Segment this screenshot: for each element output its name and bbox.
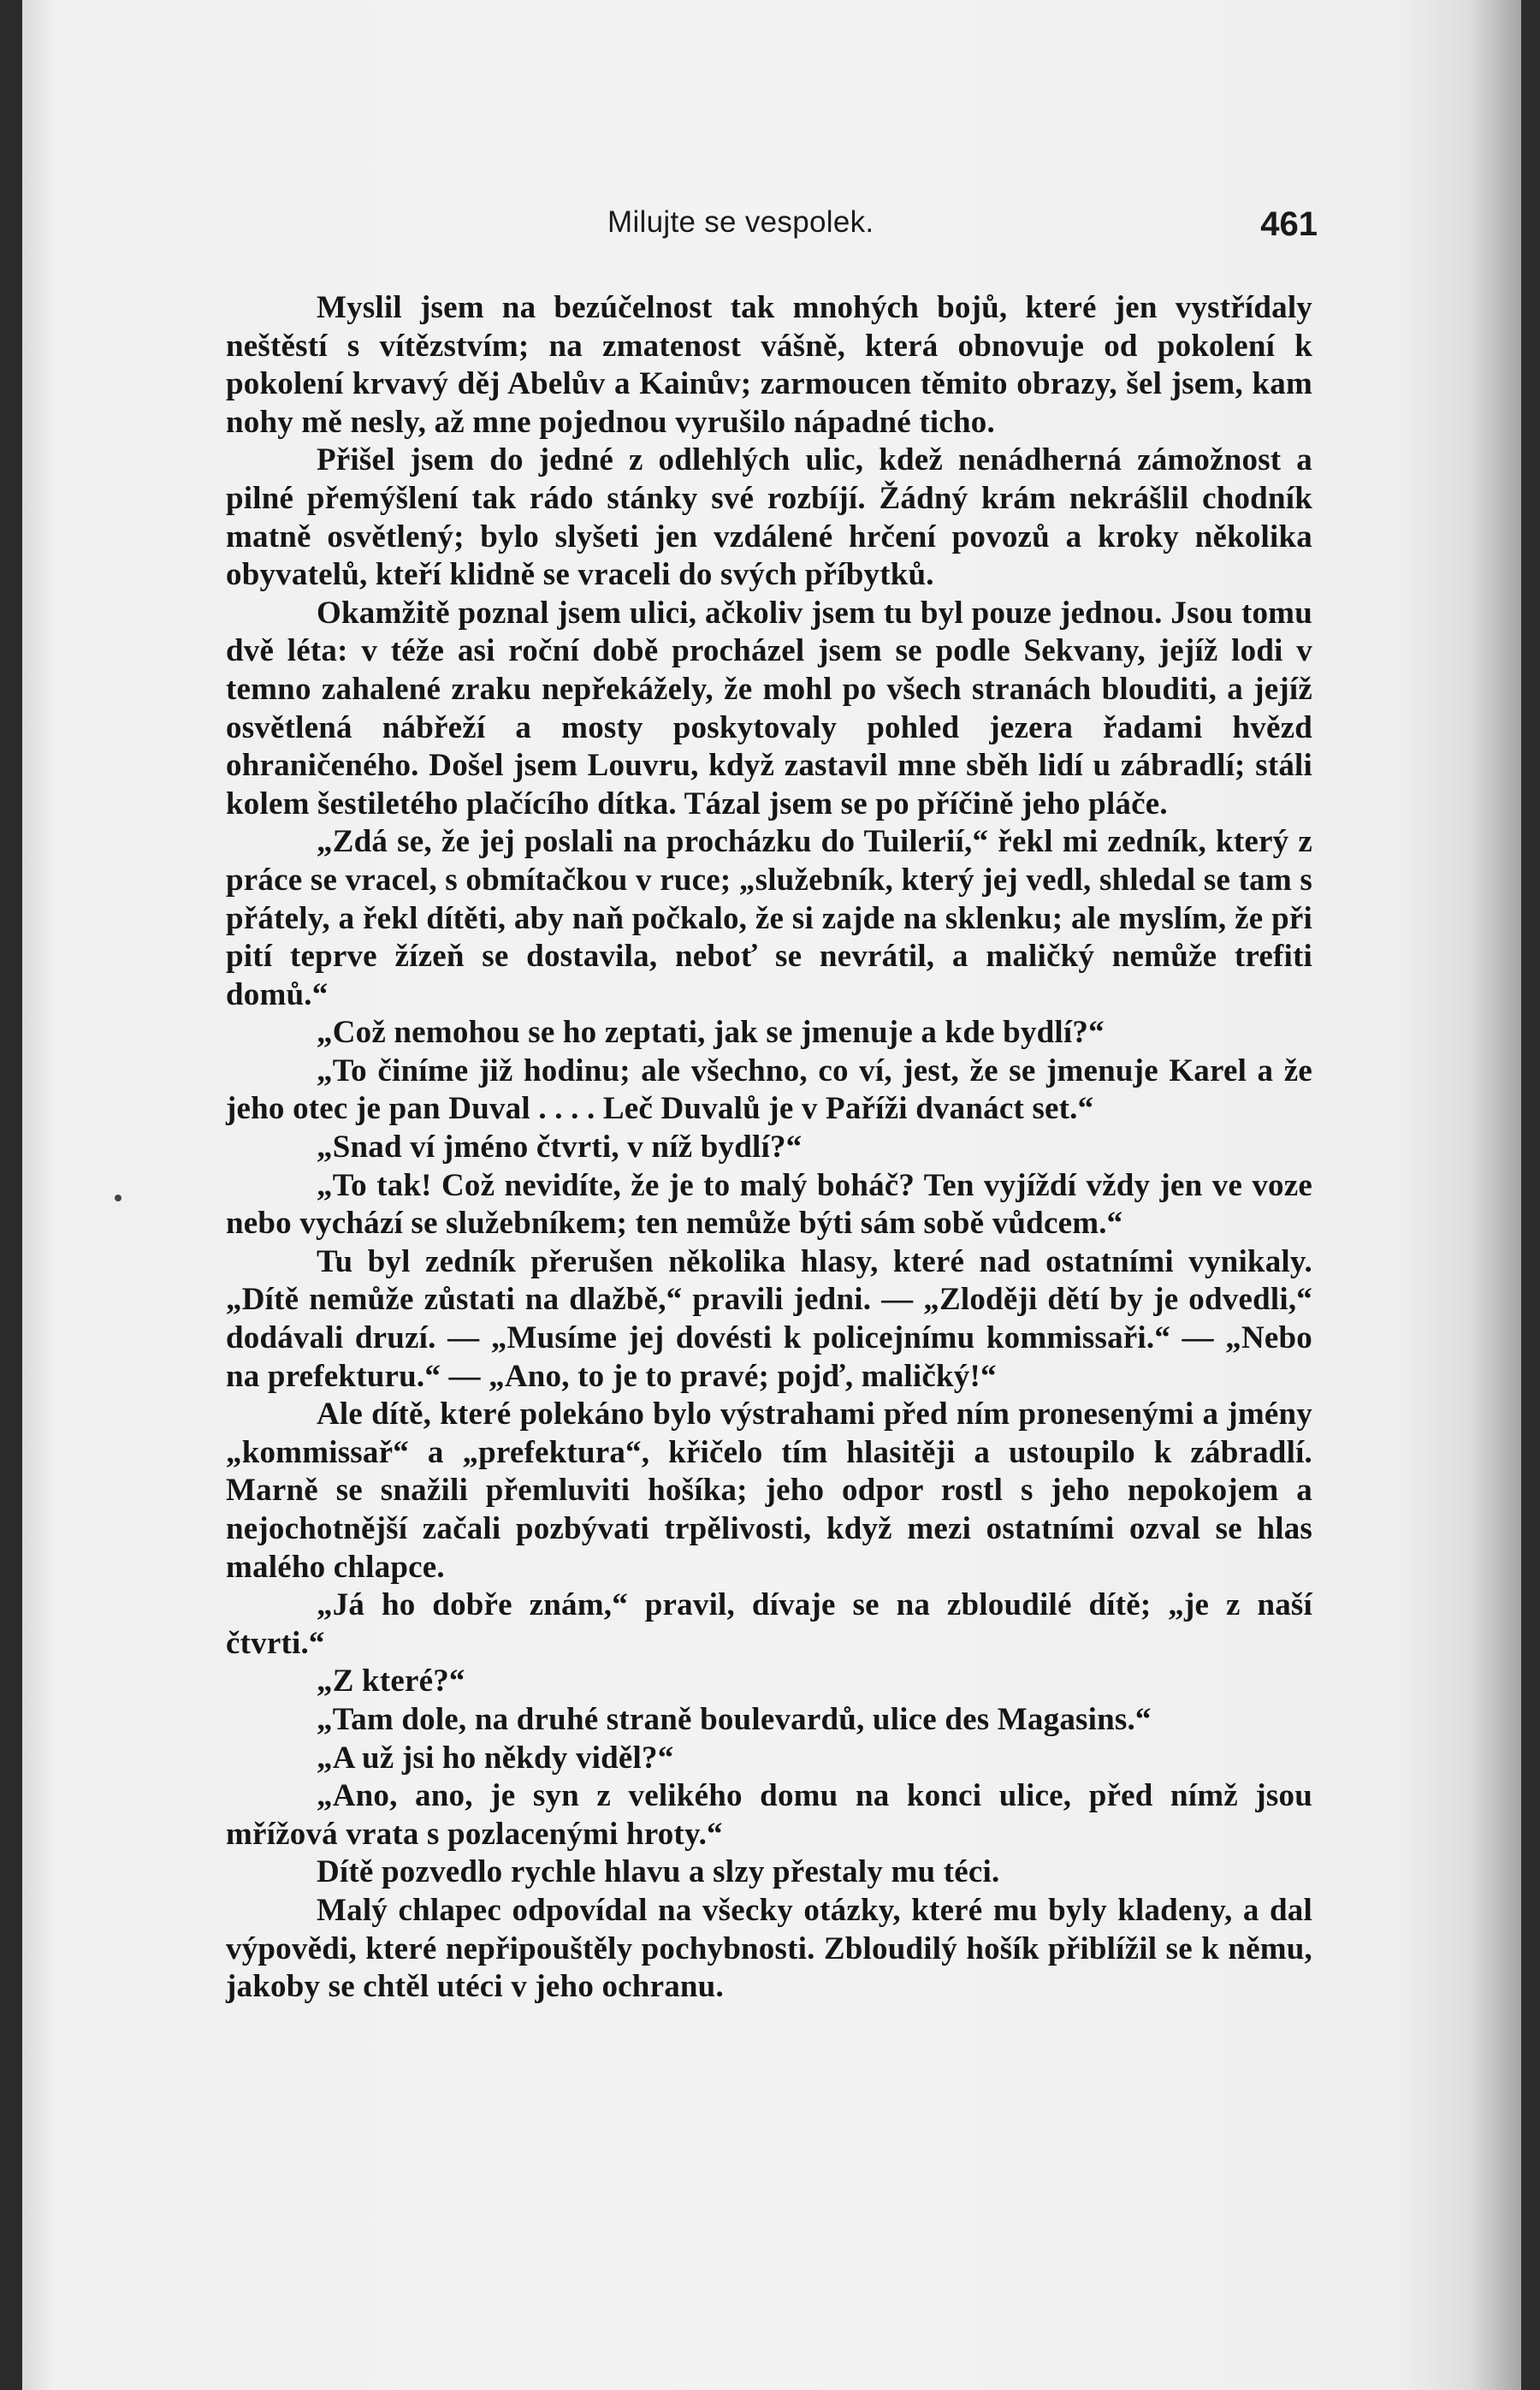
paragraph: Tu byl zedník přerušen několika hlasy, které nad ostatními vynikaly. „Dítě nemůže zůstati na dlažbě,“ pravili jedni. — „Zloději dětí by je odvedli,“ dodávali druzí. — „Musíme jej dovésti k policejnímu kommissaři.“ — „Nebo na prefekturu.“ — „Ano, to je to pravé; pojď, maličký!“ [226, 1243, 1312, 1394]
paragraph: „Z které?“ [317, 1664, 465, 1699]
paragraph: Dítě pozvedlo rychle hlavu a slzy přestaly mu téci. [317, 1854, 1000, 1890]
page-header [607, 205, 1318, 248]
paragraph: „Zdá se, že jej poslali na procházku do Tuilerií,“ řekl mi zedník, který z práce se vracel, s obmítačkou v ruce; „služebník, který jej vedl, shledal se tam s přátely, a řekl dítěti, aby naň počkalo, že si zajde na sklenku; ale myslím, že při pití teprve žízeň se dostavila, neboť se nevrátil, a maličký nemůže trefiti domů.“ [226, 824, 1312, 1012]
paragraph: „To činíme již hodinu; ale všechno, co ví, jest, že se jmenuje Karel a že jeho otec je pan Duval . . . . Leč Duvalů je v Paříži dvanáct set.“ [226, 1053, 1312, 1127]
running-title: Milujte se vespolek. [607, 205, 874, 239]
paragraph: „A už jsi ho někdy viděl?“ [317, 1740, 674, 1776]
paragraph: Malý chlapec odpovídal na všecky otázky, které mu byly kladeny, a dal výpovědi, které nepřipouštěly pochybnosti. Zbloudilý hošík přiblížil se k němu, jakoby se chtěl utéci v jeho ochranu. [226, 1892, 1312, 2005]
book-page [22, 0, 1521, 2390]
paragraph: Myslil jsem na bezúčelnost tak mnohých bojů, které jen vystřídaly neštěstí s vítězstvím; na zmatenost vášně, která obnovuje od pokolení k pokolení krvavý děj Abelův a Kainův; zarmoucen těmito obrazy, šel jsem, kam nohy mě nesly, až mne pojednou vyrušilo nápadné ticho. [226, 290, 1312, 440]
paragraph: Přišel jsem do jedné z odlehlých ulic, kdež nenádherná zámožnost a pilné přemýšlení tak rádo stánky své rozbíjí. Žádný krám nekrášlil chodník matně osvětlený; bylo slyšeti jen vzdálené hrčení povozů a kroky několika obyvatelů, kteří klidně se vraceli do svých příbytků. [226, 442, 1312, 593]
scan-speck [115, 1195, 121, 1201]
paragraph: „To tak! Což nevidíte, že je to malý boháč? Ten vyjíždí vždy jen ve voze nebo vychází se služebníkem; ten nemůže býti sám sobě vůdcem.“ [226, 1167, 1312, 1242]
paragraph: „Tam dole, na druhé straně boulevardů, ulice des Magasins.“ [317, 1701, 1152, 1737]
paragraph: Ale dítě, které polekáno bylo výstrahami před ním pronesenými a jmény „kommissař“ a „prefektura“, křičelo tím hlasitěji a ustoupilo k zábradlí. Marně se snažili přemluviti hošíka; jeho odpor rostl s jeho nepokojem a nejochotnější začali pozbývati trpělivosti, když mezi ostatními ozval se hlas malého chlapce. [226, 1397, 1312, 1585]
paragraph: „Ano, ano, je syn z velikého domu na konci ulice, před nímž jsou mřížová vrata s pozlacenými hroty.“ [226, 1778, 1312, 1852]
paragraph: „Snad ví jméno čtvrti, v níž bydlí?“ [317, 1130, 803, 1165]
body-text [226, 289, 1312, 2007]
paragraph: „Já ho dobře znám,“ pravil, dívaje se na zbloudilé dítě; „je z naší čtvrti.“ [226, 1587, 1312, 1661]
page-number: 461 [1260, 205, 1318, 243]
paragraph: Okamžitě poznal jsem ulici, ačkoliv jsem tu byl pouze jednou. Jsou tomu dvě léta: v téže asi roční době procházel jsem se podle Sekvany, jejíž lodi v temno zahalené zraku nepřekážely, že mohl po všech stranách blouditi, a jejíž osvětlená nábřeží a mosty poskytovaly pohled jezera řadami hvězd ohraničeného. Došel jsem Louvru, když zastavil mne sběh lidí u zábradlí; stáli kolem šestiletého plačícího dítka. Tázal jsem se po příčině jeho pláče. [226, 595, 1312, 821]
paragraph: „Což nemohou se ho zeptati, jak se jmenuje a kde bydlí?“ [317, 1015, 1105, 1051]
